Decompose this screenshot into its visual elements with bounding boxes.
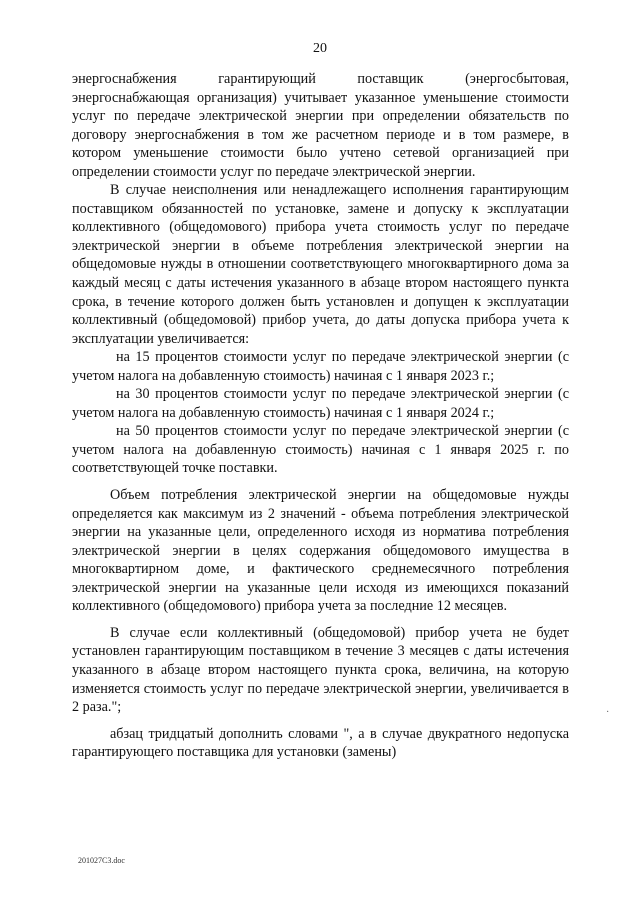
paragraph-rate-2024: на 30 процентов стоимости услуг по передаче электрической энергии (с учетом налога на добавленную стоимость) начиная с 1 января 2024 г.; [72,386,569,421]
margin-mark: · [606,707,610,718]
paragraph-nonperformance: В случае неисполнения или ненадлежащего исполнения гарантирующим поставщиком обязанностей по установке, замене и допуску к эксплуатации коллективного (общедомового) прибора учета стоимость услуг по передаче электрической энергии в объеме потребления электрической энергии на общедомовые нужды в отношении соответствующего многоквартирного дома за каждый месяц с даты истечения указанного в абзаце втором настоящего пункта срока, в течение которого должен быть установлен и допущен к эксплуатации коллективный (общедомовой) прибор учета, до даты допуска прибора учета к эксплуатации увеличивается: [72,182,569,347]
paragraph-consumption-volume: Объем потребления электрической энергии на общедомовые нужды определяется как максимум из 2 значений - объема потребления электрической энергии на указанные цели, определенного исходя из норматива потребления электрической энергии в целях содержания общедомового имущества в многоквартирном доме, и фактического среднемесячного потребления электрической энергии на указанные цели исходя из имеющихся показаний коллективного (общедомового) прибора учета за последние 12 месяцев. [72,487,569,615]
paragraph-rate-2025: на 50 процентов стоимости услуг по передаче электрической энергии (с учетом налога на добавленную стоимость) начиная с 1 января 2025 г. по соответствующей точке поставки. [72,423,569,477]
paragraph-amendment: абзац тридцатый дополнить словами ", а в случае двукратного недопуска гарантирующего поставщика для установки (замены) [72,725,569,761]
paragraph-continuation: энергоснабжения гарантирующий поставщик (энергосбытовая, энергоснабжающая организация) учитывает указанное уменьшение стоимости услуг по передаче электрической энергии при определении обязательств по договору энергоснабжения в том же расчетном периоде и в том размере, в котором уменьшение стоимости было учтено сетевой организацией при определении стоимости услуг по передаче электрической энергии. [72,71,569,180]
page-number: 20 [313,41,327,56]
footer-filename: 201027С3.doc [78,856,125,865]
paragraph-three-months: В случае если коллективный (общедомовой) прибор учета не будет установлен гарантирующим поставщиком в течение 3 месяцев с даты истечения указанного в абзаце втором настоящего пункта срока, величина, на которую изменяется стоимость услуг по передаче электрической энергии, увеличивается в 2 раза."; [72,624,569,716]
paragraph-rate-2023: на 15 процентов стоимости услуг по передаче электрической энергии (с учетом налога на добавленную стоимость) начиная с 1 января 2023 г.; [72,349,569,384]
body-text [72,70,569,762]
